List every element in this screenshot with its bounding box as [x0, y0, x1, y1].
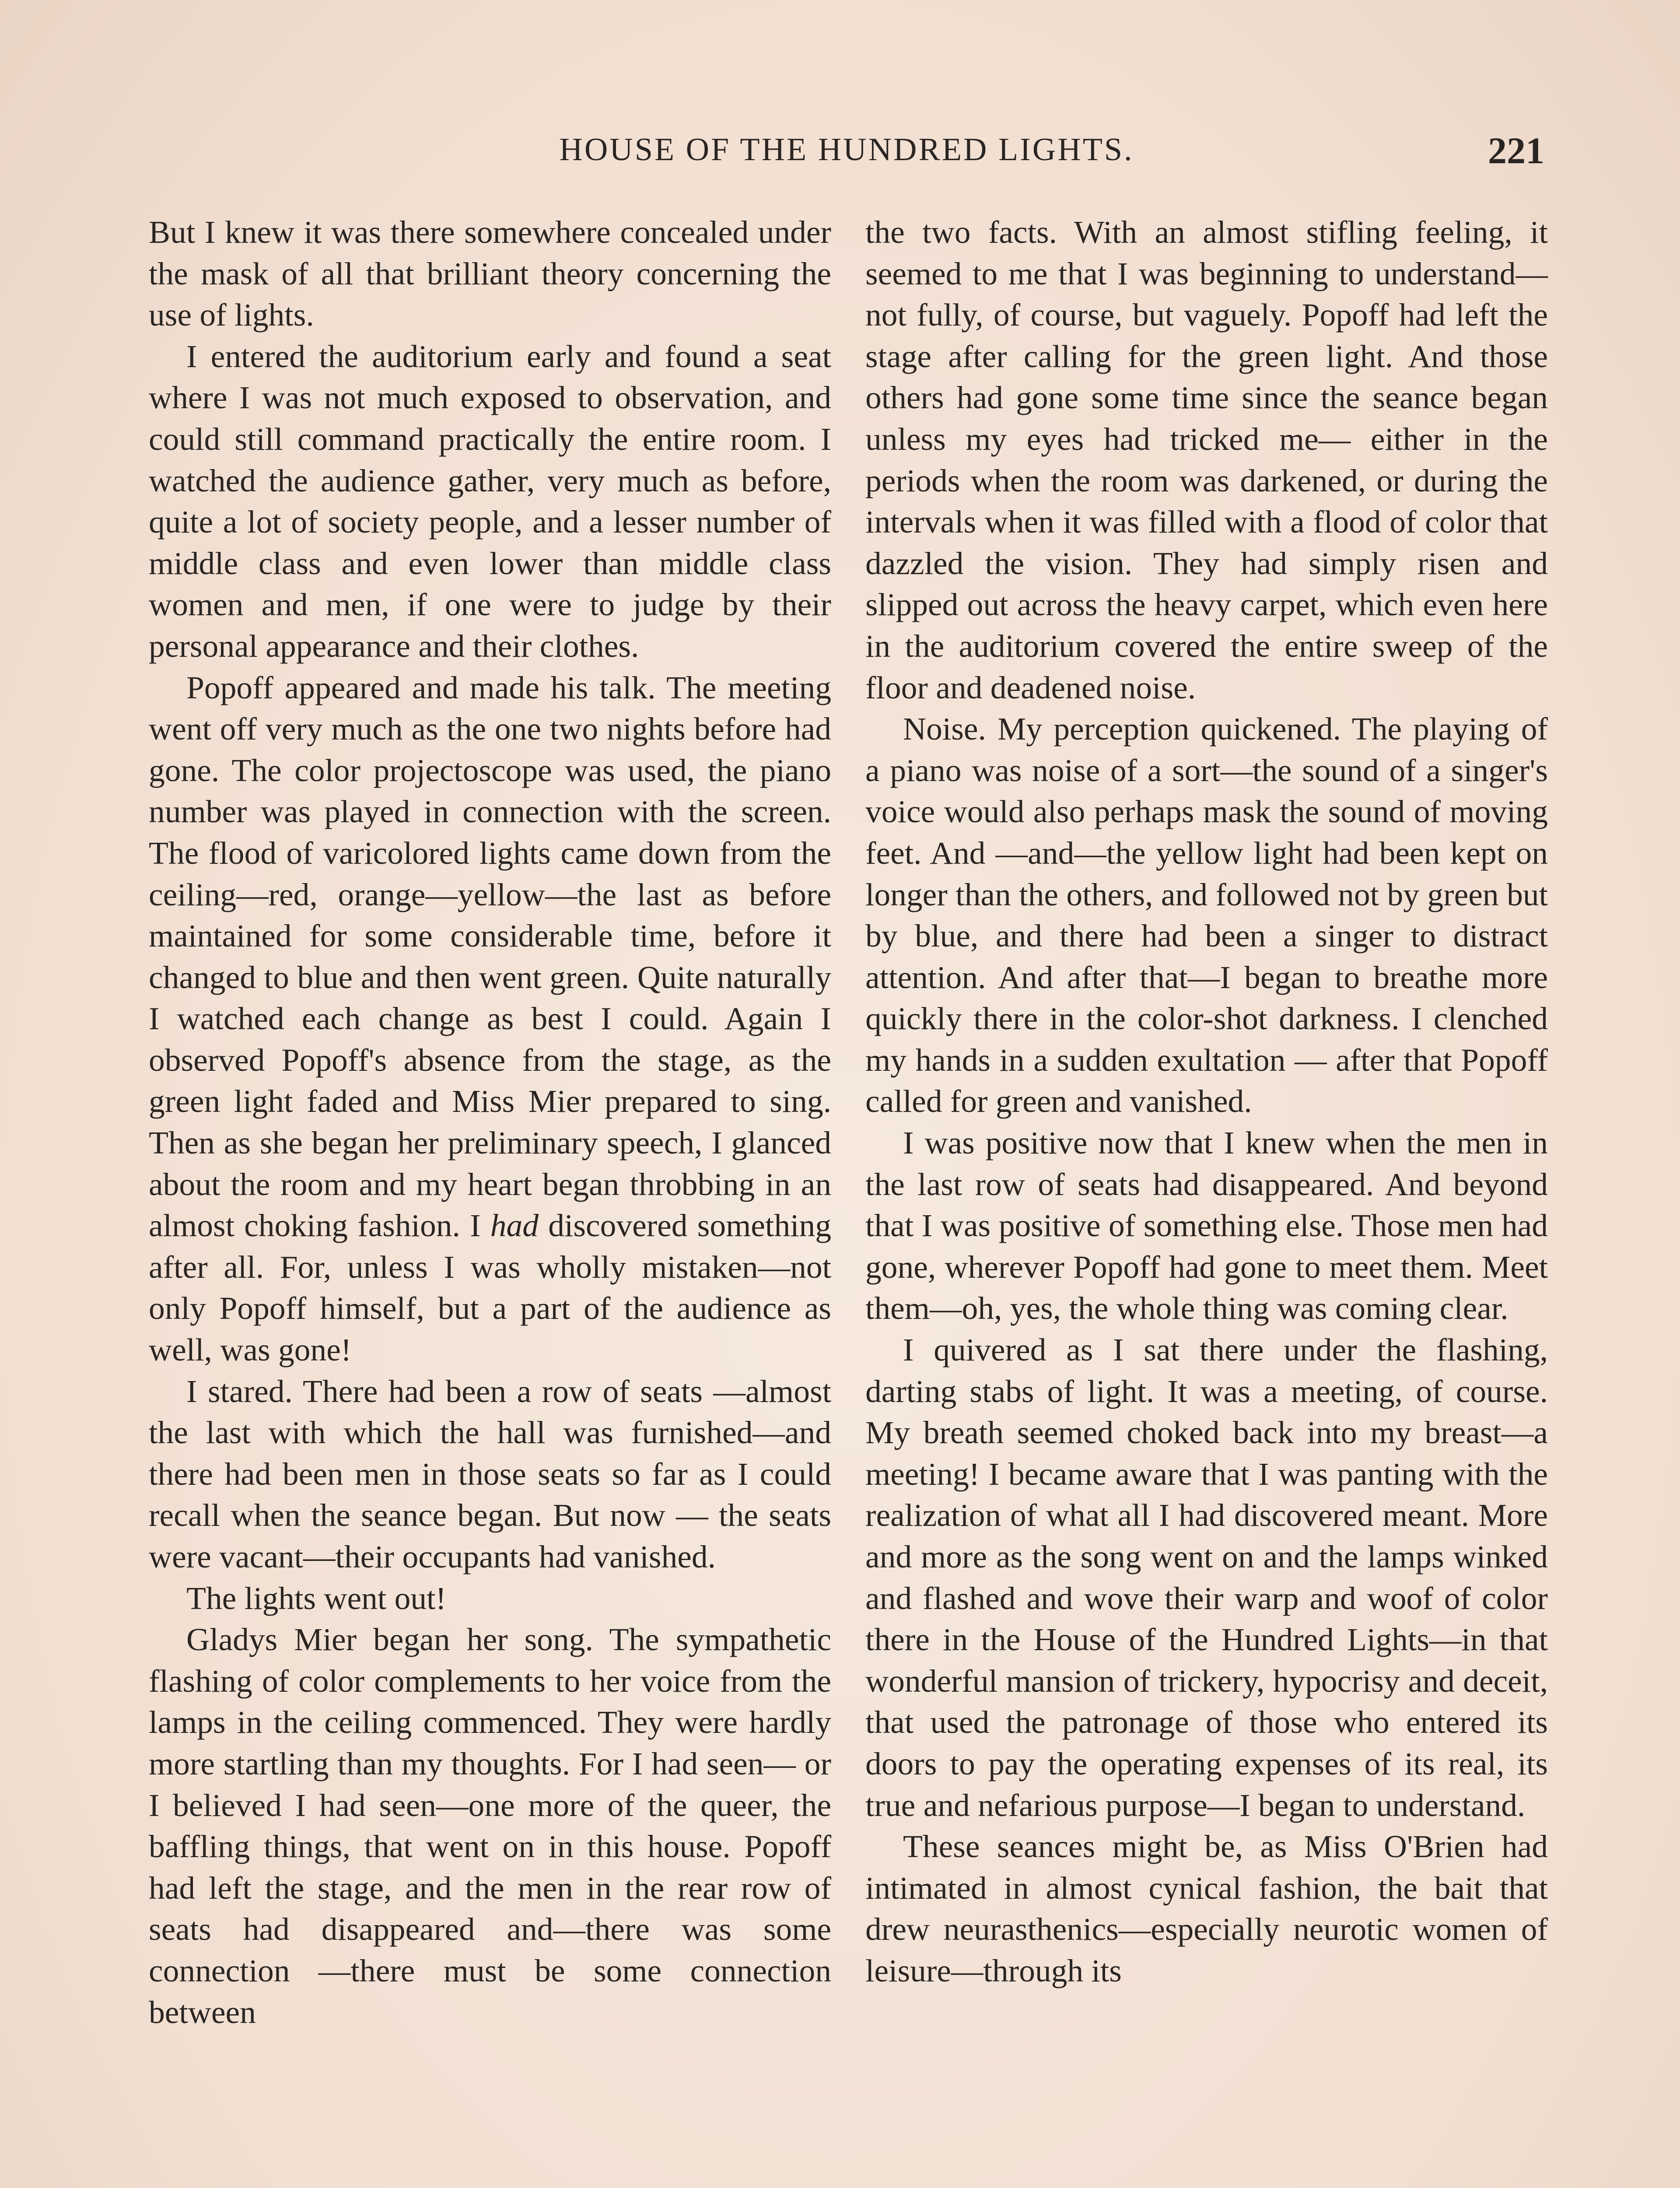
paragraph: I quivered as I sat there under the flashing, darting stabs of light. It was a meeting, of course. My breath seemed choked back into my breast—a meeting! I became aware that I was panting with the realization of what all I had discovered meant. More and more as the song went on and the lamps winked and flashed and wove their warp and woof of color there in the House of the Hundred Lights—in that wonderful mansion of trickery, hypocrisy and deceit, that used the patronage of those who entered its doors to pay the operating expenses of its real, its true and nefarious purpose—I began to understand.: [865, 1332, 1548, 1823]
left-text-column: [149, 212, 831, 2033]
running-title: HOUSE OF THE HUNDRED LIGHTS.: [559, 132, 1134, 168]
italic-emphasis: had: [490, 1208, 539, 1244]
paragraph: I stared. There had been a row of seats —almost the last with which the hall was furnished—and there had been men in those seats so far as I could recall when the seance began. But now — the seats were vacant—their occupants had vanished.: [149, 1373, 831, 1574]
paragraph-text: Popoff appeared and made his talk. The meeting went off very much as the one two nights before had gone. The color projectoscope was used, the piano number was played in connection with the screen. The flood of varicolored lights came down from the ceiling—red, orange—yellow—the last as before maintained for some considerable time, before it changed to blue and then went green. Quite naturally I watched each change as best I could. Again I observed Popoff's absence from the stage, as the green light faded and Miss Mier prepared to sing. Then as she began her preliminary speech, I glanced about the room and my heart began throbbing in an almost choking fashion. I: [149, 670, 831, 1244]
paragraph: But I knew it was there somewhere concealed under the mask of all that brilliant theory concerning the use of lights.: [149, 214, 831, 333]
paragraph-text: something after all. For, unless I was wholly mistaken—not only Popoff himself, but a part of the audience as well, was gone!: [149, 1208, 831, 1368]
page-header: [149, 131, 1544, 179]
paragraph: I was positive now that I knew when the men in the last row of seats had disappeared. And beyond that I was positive of something else. Those men had gone, wherever Popoff had gone to meet them. Meet them—oh, yes, the whole thing was coming clear.: [865, 1125, 1548, 1326]
paragraph-text: discovered: [539, 1208, 688, 1244]
page-number: 221: [1488, 130, 1544, 172]
right-text-column: [865, 212, 1548, 1992]
paragraph-with-emphasis: [149, 667, 831, 1371]
paragraph: Noise. My perception quickened. The playing of a piano was noise of a sort—the sound of a singer's voice would also perhaps mask the sound of moving feet. And —and—the yellow light had been kept on longer than the others, and followed not by green but by blue, and there had been a singer to distract attention. And after that—I began to breathe more quickly there in the color-shot darkness. I clenched my hands in a sudden exultation — after that Popoff called for green and vanished.: [865, 711, 1548, 1119]
paragraph: These seances might be, as Miss O'Brien had intimated in almost cynical fashion, the bait that drew neurasthenics—especially neurotic women of leisure—through its: [865, 1829, 1548, 1988]
paragraph: Gladys Mier began her song. The sympathetic flashing of color complements to her voice from the lamps in the ceiling commenced. They were hardly more startling than my thoughts. For I had seen— or I believed I had seen—one more of the queer, the baffling things, that went on in this house. Popoff had left the stage, and the men in the rear row of seats had disappeared and—there was some connection —there must be some connection between: [149, 1622, 831, 2030]
paragraph: the two facts. With an almost stifling feeling, it seemed to me that I was beginning to understand—not fully, of course, but vaguely. Popoff had left the stage after calling for the green light. And those others had gone some time since the seance began unless my eyes had tricked me— either in the periods when the room was darkened, or during the intervals when it was filled with a flood of color that dazzled the vision. They had simply risen and slipped out across the heavy carpet, which even here in the auditorium covered the entire sweep of the floor and deadened noise.: [865, 214, 1548, 705]
paragraph: I entered the auditorium early and found a seat where I was not much exposed to observation, and could still command practically the entire room. I watched the audience gather, very much as before, quite a lot of society people, and a lesser number of middle class and even lower than middle class women and men, if one were to judge by their personal appearance and their clothes.: [149, 338, 831, 664]
paragraph: The lights went out!: [186, 1580, 447, 1616]
